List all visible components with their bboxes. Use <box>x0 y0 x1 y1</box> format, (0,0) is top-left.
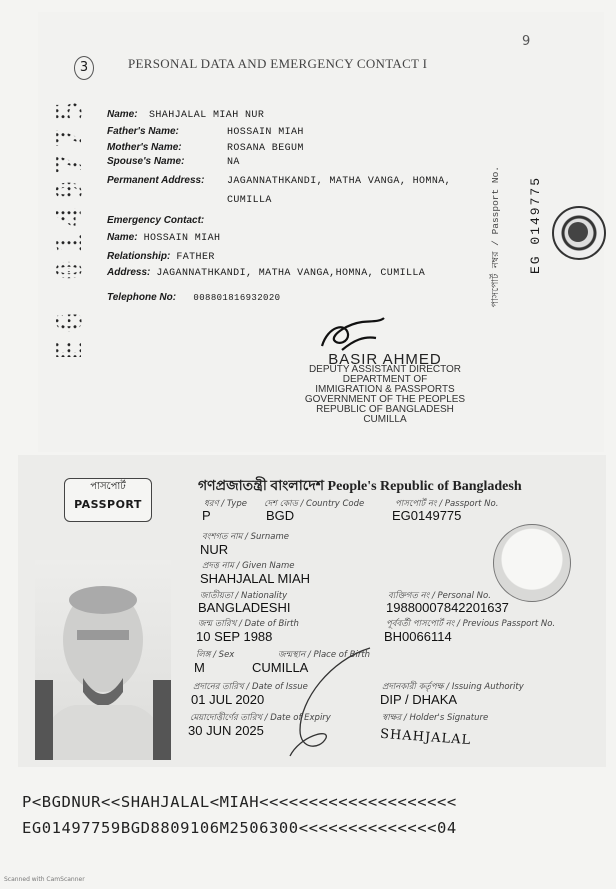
issue-value: 01 JUL 2020 <box>191 692 265 707</box>
type-label: ধরণ / Type <box>204 499 247 509</box>
pob-label: জন্মস্থান / Place of Birth <box>278 650 371 660</box>
stamp-line: IMMIGRATION & PASSPORTS <box>315 384 455 395</box>
signature-scribble <box>260 640 380 770</box>
field-label: Name: <box>107 232 138 243</box>
passport-no-value: EG0149775 <box>392 508 462 523</box>
personal-no-label: ব্যক্তিগত নং / Personal No. <box>388 591 491 601</box>
side-passport-label: পাসপোর্ট নম্বর / Passport No. <box>490 166 501 308</box>
corner-page-number: 9 <box>522 34 531 49</box>
stamp-line: DEPARTMENT OF <box>342 374 428 385</box>
country-code-label: দেশ কোড / Country Code <box>264 499 365 509</box>
field-value: NA <box>227 157 240 168</box>
authority-label: প্রদানকারী কর্তৃপক্ষ / Issuing Authority <box>382 682 524 692</box>
given-name-label: প্রদত্ত নাম / Given Name <box>202 561 295 571</box>
pob-value: CUMILLA <box>252 660 309 675</box>
stamp-line: CUMILLA <box>363 414 407 425</box>
emergency-field <box>107 231 220 244</box>
stamp-line: REPUBLIC OF BANGLADESH <box>316 404 454 415</box>
field-value: HOSSAIN MIAH <box>227 127 304 138</box>
holder-signature-label: স্বাক্ষর / Holder's Signature <box>382 713 489 723</box>
emergency-field <box>107 250 215 263</box>
nationality-value: BANGLADESHI <box>198 600 291 615</box>
officer-name: BASIR AHMED <box>328 351 442 368</box>
field-value: JAGANNATHKANDI, MATHA VANGA, HOMNA, <box>227 176 452 187</box>
officer-signature <box>318 316 388 356</box>
field-value: FATHER <box>176 252 215 263</box>
telephone-label: Telephone No: <box>107 292 177 303</box>
dob-label: জন্ম তারিখ / Date of Birth <box>198 619 299 629</box>
issue-label: প্রদানের তারিখ / Date of Issue <box>193 682 308 692</box>
sex-label: লিঙ্গ / Sex <box>196 650 235 660</box>
government-seal <box>552 206 606 260</box>
field-label: Name: <box>107 109 138 120</box>
holder-photo <box>35 560 171 760</box>
expiry-label: মেয়াদোত্তীর্ণের তারিখ / Date of Expiry <box>190 713 331 723</box>
holder-signature: SHAHJALAL <box>379 726 472 749</box>
type-value: P <box>202 508 211 523</box>
surname-value: NUR <box>200 542 229 557</box>
stamp-line: GOVERNMENT OF THE PEOPLES <box>304 394 466 405</box>
given-name-value: SHAHJALAL MIAH <box>200 571 311 586</box>
field-value: HOSSAIN MIAH <box>143 233 221 244</box>
country-heading: গণপ্রজাতন্ত্রী বাংলাদেশ People's Republic of Bangladesh <box>198 479 522 494</box>
personal-field <box>107 108 264 121</box>
field-value: SHAHJALAL MIAH NUR <box>149 110 265 121</box>
field-label: Mother's Name: <box>107 142 182 153</box>
personal-field <box>107 174 451 187</box>
mrz-line-2: EG01497759BGD8809106M2506300<<<<<<<<<<<<<<04 <box>22 819 457 837</box>
prev-passport-label: পূর্ববর্তী পাসপোর্ট নং / Previous Passport No. <box>386 619 556 629</box>
side-passport-number: EG 0149775 <box>528 176 543 275</box>
emergency-field <box>107 266 425 279</box>
chip-emblem <box>493 524 571 602</box>
field-label: Father's Name: <box>107 126 179 137</box>
expiry-value: 30 JUN 2025 <box>188 723 264 738</box>
sex-value: M <box>194 660 205 675</box>
perforated-passport-number: EG 0149775 <box>50 95 90 360</box>
passport-no-label: পাসপোর্ট নং / Passport No. <box>395 499 499 509</box>
field-value: CUMILLA <box>227 195 272 206</box>
personal-no-value: 19880007842201637 <box>386 600 509 615</box>
personal-field <box>107 155 240 168</box>
prev-passport-value: BH0066114 <box>384 629 452 644</box>
emergency-heading: Emergency Contact: <box>107 215 205 226</box>
personal-field <box>107 193 272 206</box>
personal-field <box>107 125 304 138</box>
personal-field <box>107 141 304 154</box>
nationality-label: জাতীয়তা / Nationality <box>200 591 288 601</box>
surname-label: বংশগত নাম / Surname <box>202 532 289 542</box>
telephone-row <box>107 291 280 303</box>
passport-badge: পাসপোর্ট PASSPORT <box>64 478 152 522</box>
page-number: 3 <box>74 56 94 80</box>
field-value: JAGANNATHKANDI, MATHA VANGA,HOMNA, CUMILLA <box>156 268 426 279</box>
personal-data-heading: PERSONAL DATA AND EMERGENCY CONTACT I <box>128 56 428 71</box>
dob-value: 10 SEP 1988 <box>196 629 273 644</box>
field-label: Address: <box>107 267 151 278</box>
scanner-watermark: Scanned with CamScanner <box>4 876 85 883</box>
field-value: ROSANA BEGUM <box>227 143 304 154</box>
mrz-line-1: P<BGDNUR<<SHAHJALAL<MIAH<<<<<<<<<<<<<<<<<<<< <box>22 793 457 811</box>
field-label: Relationship: <box>107 251 171 262</box>
authority-value: DIP / DHAKA <box>380 692 458 707</box>
field-label: Permanent Address: <box>107 175 205 186</box>
officer-stamp <box>290 351 480 425</box>
field-label: Spouse's Name: <box>107 156 185 167</box>
telephone-value: 008801816932020 <box>193 293 281 303</box>
country-code-value: BGD <box>266 508 295 523</box>
stamp-line: DEPUTY ASSISTANT DIRECTOR <box>308 364 462 375</box>
